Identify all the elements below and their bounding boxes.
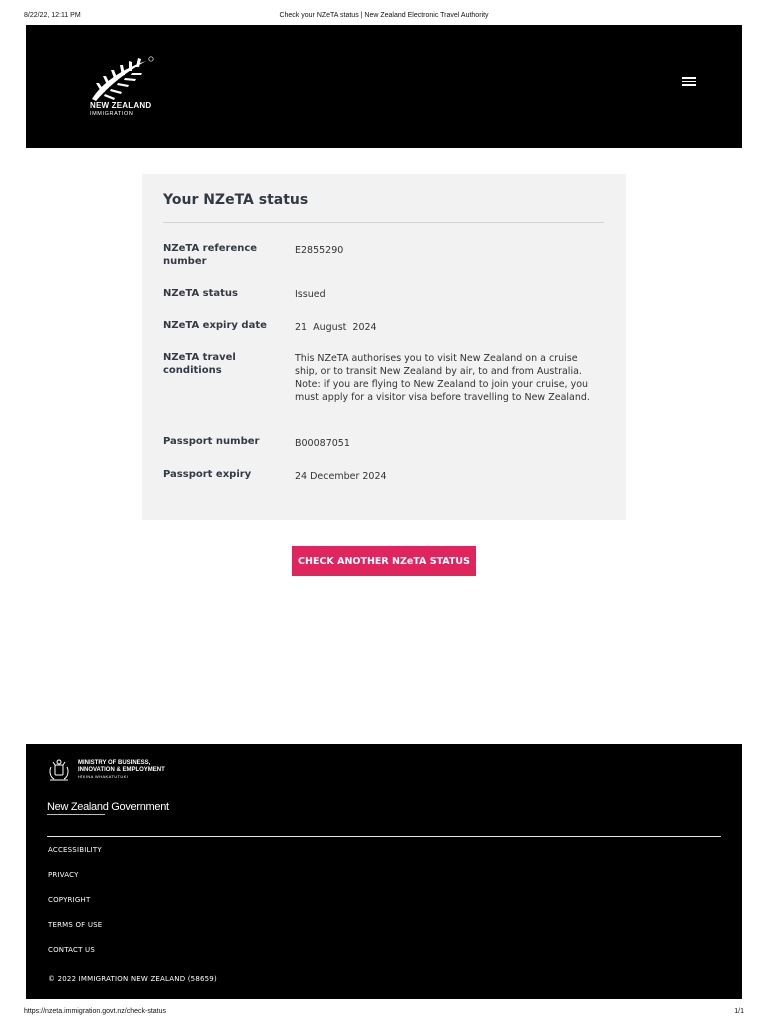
footer-link-contact-us[interactable]: CONTACT US <box>48 946 95 954</box>
passport-number-label: Passport number <box>163 436 260 447</box>
check-another-status-button[interactable]: CHECK ANOTHER NZeTA STATUS <box>292 546 476 576</box>
footer-link-privacy[interactable]: PRIVACY <box>48 871 79 879</box>
travel-conditions-value: This NZeTA authorises you to visit New Zealand on a cruise ship, or to transit New Zealand by air, to and from Australia. Note: if you are flying to New Zealand to join your cruise, you must apply for a visitor visa before travelling to New Zealand. <box>295 353 590 403</box>
nz-government-logo[interactable]: New Zealand Government <box>47 801 169 813</box>
reference-number-label: NZeTA reference number <box>163 243 258 267</box>
footer-link-terms-of-use[interactable]: TERMS OF USE <box>48 921 103 929</box>
status-value: Issued <box>295 289 326 300</box>
status-label: NZeTA status <box>163 288 238 299</box>
passport-number-value: B00087051 <box>295 438 350 449</box>
print-page-title: Check your NZeTA status | New Zealand Electronic Travel Authority <box>279 12 489 19</box>
mbie-name <box>78 760 165 774</box>
passport-expiry-value: 24 December 2024 <box>295 471 387 482</box>
logo-subtitle: IMMIGRATION <box>90 111 134 117</box>
nzeta-status-card <box>142 174 626 520</box>
site-footer <box>26 744 742 999</box>
site-header <box>26 25 742 148</box>
footer-link-copyright[interactable]: COPYRIGHT <box>48 896 91 904</box>
nz-government-underline <box>47 814 105 815</box>
mbie-maori-name: HĪKINA WHAKATUTUKI <box>78 774 129 779</box>
print-header <box>0 0 768 22</box>
mbie-line-2: INNOVATION & EMPLOYMENT <box>78 767 165 773</box>
print-page-number: 1/1 <box>734 1008 744 1015</box>
travel-conditions-label: NZeTA travel conditions <box>163 352 236 376</box>
expiry-date-value: 21 August 2024 <box>295 322 377 333</box>
reference-number-value: E2855290 <box>295 245 344 256</box>
print-datetime: 8/22/22, 12:11 PM <box>24 12 81 19</box>
logo-title: NEW ZEALAND <box>90 101 152 110</box>
coat-of-arms-icon[interactable] <box>46 757 72 783</box>
copyright-notice: © 2022 IMMIGRATION NEW ZEALAND (58659) <box>48 975 217 983</box>
mbie-line-1: MINISTRY OF BUSINESS, <box>78 760 151 766</box>
divider <box>163 222 604 223</box>
card-title: Your NZeTA status <box>163 192 309 208</box>
footer-divider <box>47 836 721 837</box>
print-url: https://nzeta.immigration.govt.nz/check-status <box>24 1008 167 1015</box>
print-footer <box>0 1004 768 1024</box>
expiry-date-label: NZeTA expiry date <box>163 320 267 331</box>
passport-expiry-label: Passport expiry <box>163 469 252 480</box>
footer-link-accessibility[interactable]: ACCESSIBILITY <box>48 846 102 854</box>
hamburger-menu-icon[interactable] <box>682 75 696 89</box>
